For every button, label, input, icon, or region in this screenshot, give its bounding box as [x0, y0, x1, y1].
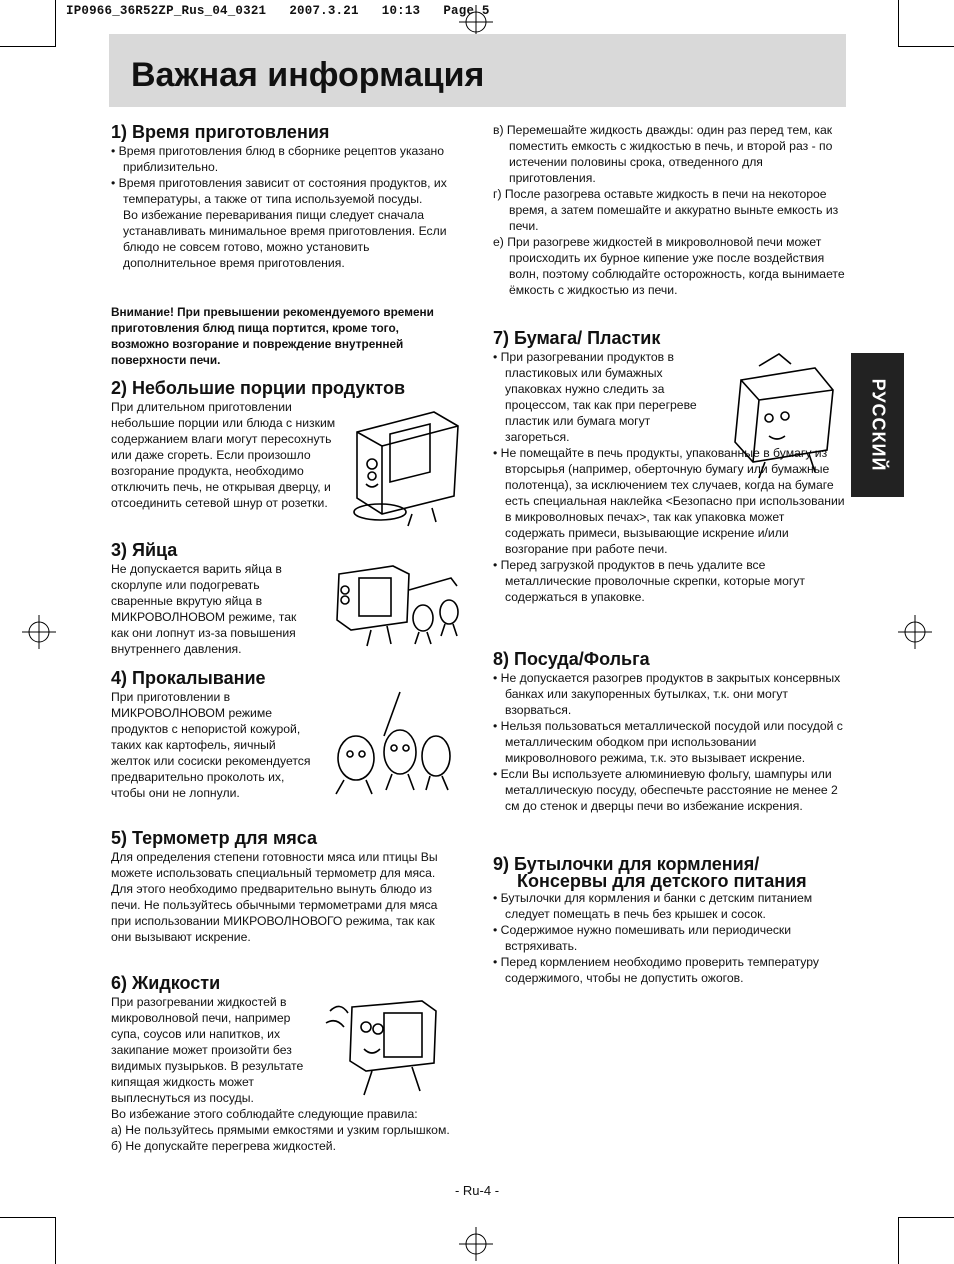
rule-text: б) Не допускайте перегрева жидкостей. — [111, 1139, 336, 1153]
crop-mark — [55, 1217, 56, 1264]
print-header: IP0966_36R52ZP_Rus_04_0321 2007.3.21 10:13 Page 5 — [66, 4, 490, 18]
section-baby-bottles — [493, 856, 845, 986]
section-title: 5) Термометр для мяса — [111, 828, 318, 848]
bullet-text: • Время приготовления зависит от состояния продуктов, их температуры, а также от типа используемой посуды. — [111, 176, 447, 206]
paragraph-text: Для определения степени готовности мяса или птицы Вы можете использовать специальный термометр для мяса. Для этого необходимо предварительно вынуть блюдо из печи. Не пользуйтесь обычными термометрами для мяса при использовании МИКРОВОЛНОВОГО режима, так как они вызывают искрение. — [111, 850, 438, 944]
rule-text: а) Не пользуйтесь прямыми емкостями и узким горлышком. — [111, 1123, 450, 1137]
bullet-text: • Время приготовления блюд в сборнике рецептов указано приблизительно. — [111, 144, 445, 174]
crop-mark — [898, 1217, 899, 1264]
bullet-text: • Если Вы используете алюминиевую фольгу, шампуры или металлическую посуду, обеспечьте расстояние не менее 2 см до стенок и дверцы печи во избежание искрения. — [493, 767, 838, 813]
section-title: 3) Яйца — [111, 540, 178, 560]
paragraph-text: При разогревании жидкостей в микроволновой печи, например супа, соусов или напитков, их закипание может произойти без видимых пузырьков. В результате кипящая жидкость может выплеснуться из посуды. — [111, 995, 304, 1105]
rule-text: е) При разогреве жидкостей в микроволновой печи может происходить их бурное кипение уже после воздействия волн, поэтому соблюдайте осторожность, когда вынимаете ёмкость с жидкостью из печи. — [493, 235, 845, 297]
crop-mark — [898, 1217, 954, 1218]
registration-mark — [459, 1227, 493, 1261]
language-tab-label: РУССКИЙ — [868, 378, 888, 472]
page-title: Важная информация — [131, 56, 485, 94]
section-meat-thermometer — [111, 828, 456, 945]
section-title-line: Консервы для детского питания — [517, 871, 807, 891]
section-liquids-continued — [493, 122, 845, 298]
paragraph-text: Во избежание переваривания пищи следует сначала устанавливать минимальное время приготовления. Если блюдо не совсем готово, можно установить дополнительное время приготовления. — [123, 208, 447, 270]
warning-text: Внимание! При превышении рекомендуемого времени приготовления блюд пища портится, кроме того, возможно возгорание и повреждение внутренней поверхности печи. — [111, 305, 434, 367]
microwave-and-eggs-illustration — [331, 560, 466, 652]
rule-text: в) Перемешайте жидкость дважды: один раз перед тем, как поместить емкость с жидкостью в печь, и второй раз - по истечении половины срока, отведенного для приготовления. — [493, 123, 833, 185]
section-title: 2) Небольшие порции продуктов — [111, 378, 406, 398]
bullet-text: • Перед кормлением необходимо проверить температуру содержимого, чтобы не допустить ожогов. — [493, 955, 819, 985]
paper-bag-microwave-illustration — [719, 350, 844, 480]
section-title: 8) Посуда/Фольга — [493, 649, 650, 669]
section-title: 7) Бумага/ Пластик — [493, 328, 661, 348]
paragraph-text: Не допускается варить яйца в скорлупе или подогревать сваренные вкрутую яйца в МИКРОВОЛНОВОМ режиме, так как они лопнут из-за повышения внутреннего давления. — [111, 562, 297, 656]
section-title: 6) Жидкости — [111, 973, 221, 993]
bullet-text: • Перед загрузкой продуктов в печь удалите все металлические проволочные скрепки, которые могут содержаться в упаковке. — [493, 558, 805, 604]
paragraph-text: При длительном приготовлении небольшие порции или блюда с низким содержанием влаги могут пересохнуть или даже сгореть. Если произошло возгорание продукта, необходимо отключить печь, не открывая дверцу, и отсоединить сетевой шнур от розетки. — [111, 400, 336, 510]
bullet-text: • Бутылочки для кормления и банки с детским питанием следует помещать в печь без крышек и сосок. — [493, 891, 813, 921]
bullet-text: • Нельзя пользоваться металлической посудой или посудой с металлическим ободком при использовании микроволнового режима, т.к. это вызывает искрение. — [493, 719, 843, 765]
section-cookware-foil — [493, 649, 845, 814]
rule-text: г) После разогрева оставьте жидкость в печи на некоторое время, а затем помешайте и аккуратно выньте емкость из печи. — [493, 187, 839, 233]
registration-mark — [898, 615, 932, 649]
microwave-character-plate-illustration — [342, 404, 467, 529]
microwave-boiling-illustration — [322, 993, 447, 1103]
pricked-eggs-illustration — [322, 690, 462, 800]
page-number: - Ru-4 - — [454, 1183, 500, 1198]
crop-mark — [898, 0, 899, 47]
section-title: 1) Время приготовления — [111, 122, 330, 142]
bullet-text: • Не помещайте в печь продукты, упакованные в бумагу из вторсырья (например, оберточную бумагу или бумажные полотенца), за исключением тех случаев, когда на бумаге есть специальная наклейка <Безопасно при использовании в микроволновых печах>, так как упаковка может содержать примеси, вызывающие искрение и/или возгорание при работе печи. — [493, 446, 845, 556]
section-title-line: 9) Бутылочки для кормления/ — [493, 854, 760, 874]
language-tab — [851, 353, 904, 497]
crop-mark — [898, 46, 954, 47]
paragraph-text: Во избежание этого соблюдайте следующие правила: — [111, 1107, 418, 1121]
paragraph-text: При приготовлении в МИКРОВОЛНОВОМ режиме продуктов с непористой кожурой, таких как картофель, яичный желток или сосиски рекомендуется предварительно проколоть их, чтобы они не лопнули. — [111, 690, 311, 800]
crop-mark — [55, 0, 56, 47]
bullet-text: • При разогревании продуктов в пластиковых или бумажных упаковках нужно следить за процессом, так как при перегреве пластик или бумага могут загореться. — [493, 350, 697, 444]
bullet-text: • Не допускается разогрев продуктов в закрытых консервных банках или закупоренных бутылках, т.к. они могут взорваться. — [493, 671, 841, 717]
registration-mark — [22, 615, 56, 649]
crop-mark — [0, 1217, 55, 1218]
section-title: 4) Прокалывание — [111, 668, 266, 688]
section-title — [493, 856, 845, 890]
title-bar — [109, 34, 846, 107]
bullet-text: • Содержимое нужно помешивать или периодически встряхивать. — [493, 923, 792, 953]
section-cooking-time — [111, 122, 456, 271]
crop-mark — [0, 46, 55, 47]
